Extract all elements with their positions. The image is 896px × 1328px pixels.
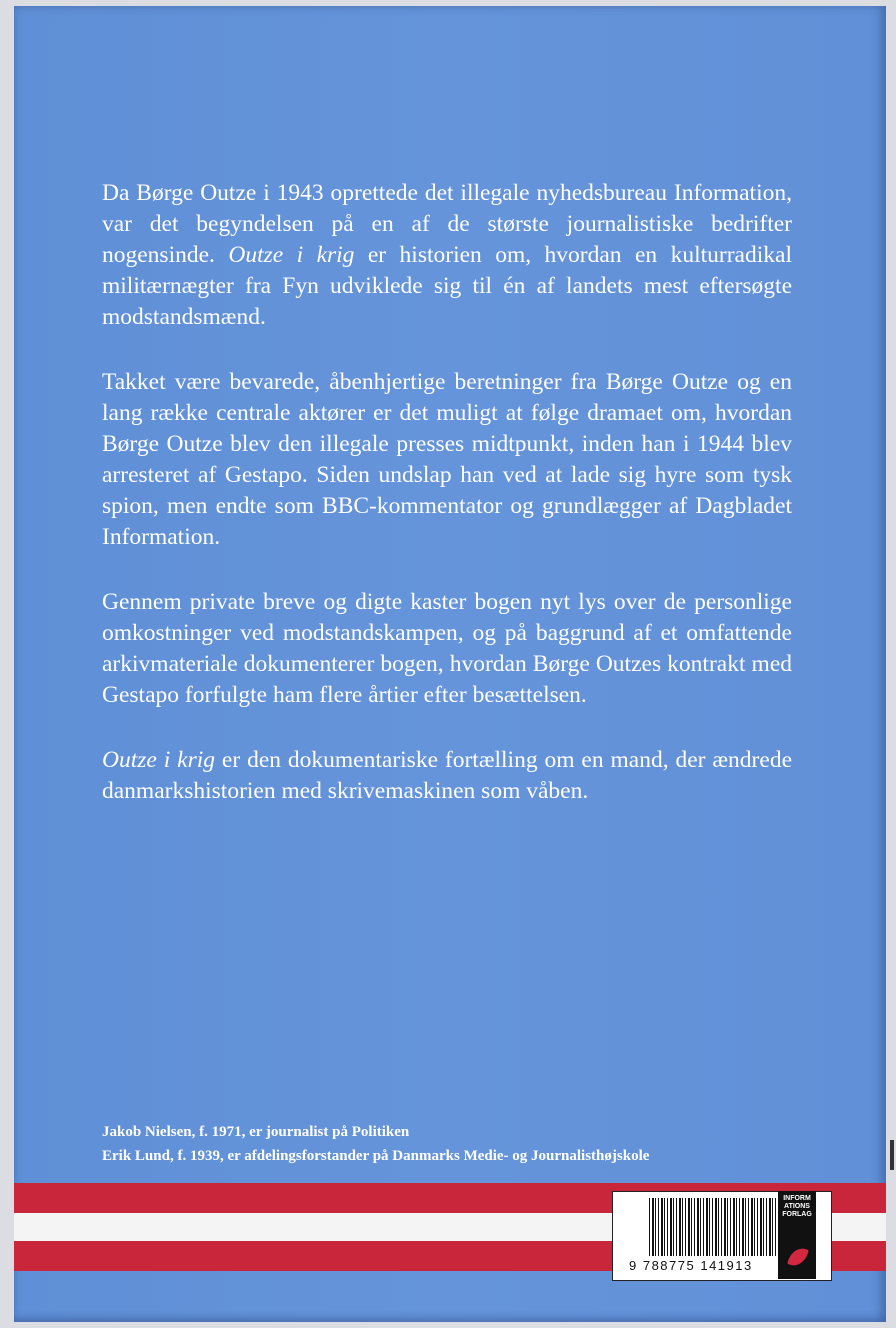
blurb-p4-end: er den dokumentariske fortælling om en mand, der ændrede danmarkshistorien med skrivemaskinen som våben. bbox=[102, 747, 792, 804]
blurb-p1-start: Da Børge Outze i 1943 oprettede det illegale nyhedsbureau Information, var det begyndelsen på en af de største journalistiske bedrifter nogensinde. bbox=[102, 180, 792, 268]
barcode-icon bbox=[649, 1198, 787, 1256]
leaf-icon bbox=[787, 1245, 809, 1269]
blurb-paragraph-2: Takket være bevarede, åbenhjertige beretninger fra Børge Outze og en lang række centrale aktører er det muligt at følge dramaet om, hvordan Børge Outze blev den illegale presses midtpunkt, inden han i 1944 blev arresteret af Gestapo. Siden undslap han ved at lade sig hyre som tysk spion, men endte som BBC-kommentator og grundlægger af Dagbladet Information. bbox=[102, 369, 792, 550]
blurb-paragraph-3: Gennem private breve og digte kaster bogen nyt lys over de personlige omkostninger ved modstandskampen, og på baggrund af et omfattende arkivmateriale dokumenterer bogen, hvordan Børge Outzes kontrakt med Gestapo forfulgte ham flere årtier efter besættelsen. bbox=[102, 589, 792, 708]
book-back-cover bbox=[14, 6, 886, 1322]
author-credits bbox=[102, 1120, 822, 1168]
blurb-text bbox=[102, 178, 792, 841]
publisher-logo-text: INFORM ATIONS FORLAG bbox=[782, 1195, 812, 1218]
publisher-logo bbox=[778, 1191, 816, 1279]
isbn-number: 9 788775 141913 bbox=[629, 1258, 753, 1273]
blurb-paragraph-4 bbox=[102, 745, 792, 807]
book-title-italic: Outze i krig bbox=[102, 747, 216, 773]
author-line-1: Jakob Nielsen, f. 1971, er journalist på Politiken bbox=[102, 1124, 410, 1140]
book-title-italic: Outze i krig bbox=[228, 242, 355, 268]
edge-mark bbox=[890, 1140, 894, 1170]
author-line-2: Erik Lund, f. 1939, er afdelingsforstander på Danmarks Medie- og Journalisthøjskole bbox=[102, 1148, 650, 1164]
blurb-paragraph-1 bbox=[102, 178, 792, 333]
blurb-p1-end: er historien om, hvordan en kulturradikal militærnægter fra Fyn udviklede sig til én af landets mest eftersøgte modstandsmænd. bbox=[102, 242, 792, 330]
